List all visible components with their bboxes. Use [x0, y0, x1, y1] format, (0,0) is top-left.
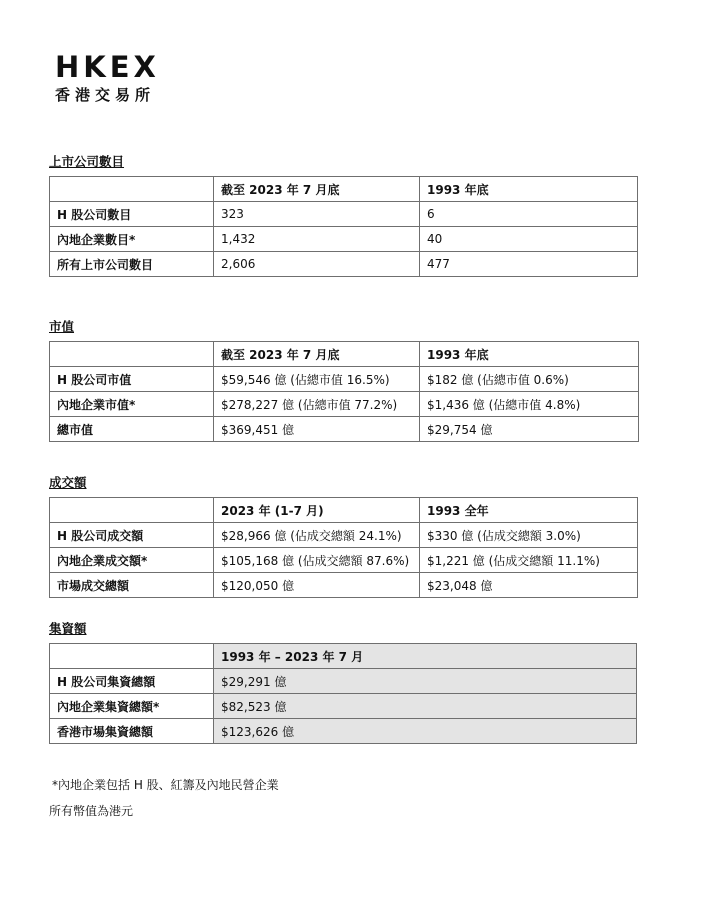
table-row: [50, 548, 638, 573]
market-cap-section: [49, 319, 639, 442]
table-row: [50, 367, 639, 392]
table-cell: $29,291 億: [214, 669, 637, 694]
listed-companies-table: [49, 176, 638, 277]
section-title-turnover: 成交額: [49, 475, 87, 490]
table-cell: 477: [420, 252, 638, 277]
table-cell: 40: [420, 227, 638, 252]
table-cell: $123,626 億: [214, 719, 637, 744]
section-title-fundraising: 集資額: [49, 621, 87, 636]
header-cell: 1993 年底: [420, 342, 639, 367]
table-cell: $105,168 億 (佔成交總額 87.6%): [214, 548, 420, 573]
table-row: [50, 202, 638, 227]
header-cell: [50, 498, 214, 523]
table-row: [50, 523, 638, 548]
row-label: H 股公司市值: [50, 367, 214, 392]
footnote-currency: 所有幣值為港元: [49, 804, 134, 818]
row-label: H 股公司集資總額: [50, 669, 214, 694]
table-header-row: [50, 644, 637, 669]
market-cap-table: [49, 341, 639, 442]
header-cell: 1993 年 – 2023 年 7 月: [214, 644, 637, 669]
table-cell: $182 億 (佔總市值 0.6%): [420, 367, 639, 392]
row-label: 內地企業數目*: [50, 227, 214, 252]
row-label: 香港市場集資總額: [50, 719, 214, 744]
logo-wordmark: HKEX: [55, 50, 160, 84]
table-cell: 323: [214, 202, 420, 227]
header-cell: 2023 年 (1-7 月): [214, 498, 420, 523]
header-cell: 1993 全年: [420, 498, 638, 523]
listed-companies-section: [49, 154, 638, 277]
turnover-table: [49, 497, 638, 598]
table-cell: $1,221 億 (佔成交總額 11.1%): [420, 548, 638, 573]
table-row: [50, 227, 638, 252]
header-cell: [50, 342, 214, 367]
table-cell: $330 億 (佔成交總額 3.0%): [420, 523, 638, 548]
table-cell: 1,432: [214, 227, 420, 252]
fundraising-section: [49, 621, 637, 744]
row-label: H 股公司數目: [50, 202, 214, 227]
table-row: [50, 252, 638, 277]
table-row: [50, 669, 637, 694]
table-cell: $29,754 億: [420, 417, 639, 442]
table-row: [50, 719, 637, 744]
table-header-row: [50, 342, 639, 367]
header-cell: 截至 2023 年 7 月底: [214, 342, 420, 367]
table-cell: $23,048 億: [420, 573, 638, 598]
turnover-section: [49, 475, 638, 598]
header-cell: 1993 年底: [420, 177, 638, 202]
row-label: 內地企業成交額*: [50, 548, 214, 573]
table-header-row: [50, 498, 638, 523]
header-cell: [50, 177, 214, 202]
row-label: 所有上市公司數目: [50, 252, 214, 277]
table-cell: $120,050 億: [214, 573, 420, 598]
table-row: [50, 694, 637, 719]
section-title-listed-companies: 上市公司數目: [49, 154, 125, 169]
header-cell: 截至 2023 年 7 月底: [214, 177, 420, 202]
footnote-mainland-enterprises: *內地企業包括 H 股、紅籌及內地民營企業: [52, 778, 279, 792]
table-row: [50, 573, 638, 598]
row-label: 總市值: [50, 417, 214, 442]
row-label: H 股公司成交額: [50, 523, 214, 548]
table-cell: $82,523 億: [214, 694, 637, 719]
section-title-market-cap: 市值: [49, 319, 75, 334]
table-cell: $28,966 億 (佔成交總額 24.1%): [214, 523, 420, 548]
row-label: 內地企業集資總額*: [50, 694, 214, 719]
table-cell: 6: [420, 202, 638, 227]
table-cell: $59,546 億 (佔總市值 16.5%): [214, 367, 420, 392]
table-row: [50, 417, 639, 442]
hkex-logo: [55, 52, 160, 105]
table-header-row: [50, 177, 638, 202]
row-label: 市場成交總額: [50, 573, 214, 598]
fundraising-table: [49, 643, 637, 744]
table-cell: $278,227 億 (佔總市值 77.2%): [214, 392, 420, 417]
table-cell: 2,606: [214, 252, 420, 277]
table-cell: $369,451 億: [214, 417, 420, 442]
table-row: [50, 392, 639, 417]
header-cell: [50, 644, 214, 669]
row-label: 內地企業市值*: [50, 392, 214, 417]
table-cell: $1,436 億 (佔總市值 4.8%): [420, 392, 639, 417]
logo-chinese-name: 香港交易所: [55, 86, 156, 104]
